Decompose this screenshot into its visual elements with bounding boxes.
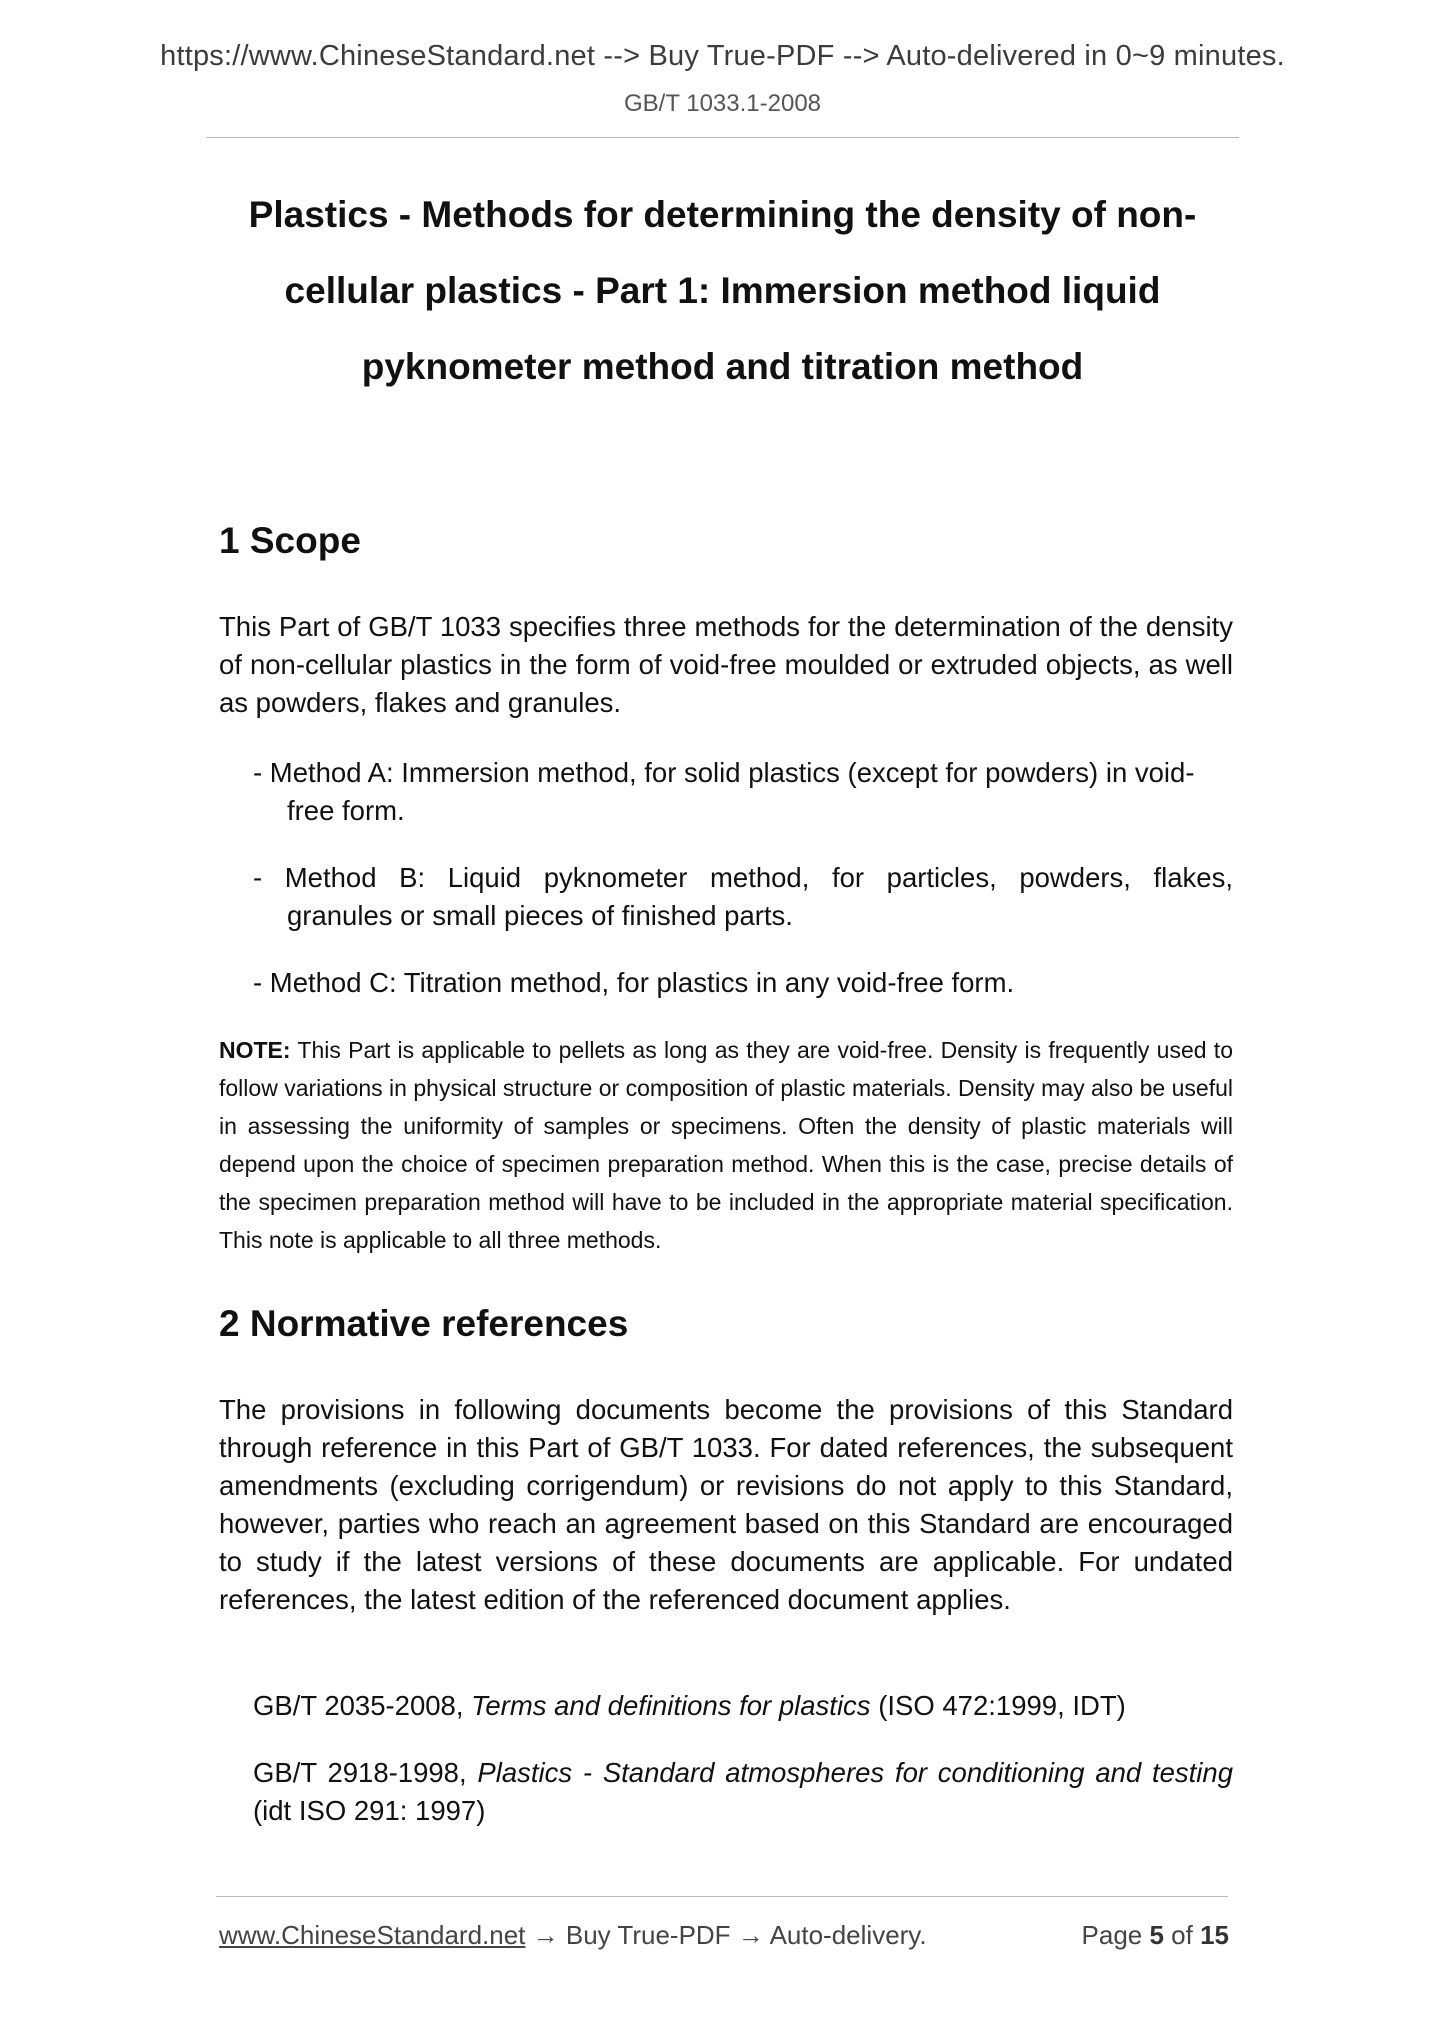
- title-line-3: pyknometer method and titration method: [361, 346, 1084, 387]
- ref2-title: Plastics - Standard atmospheres for conditioning and testing: [477, 1757, 1234, 1788]
- normative-intro: The provisions in following documents become the provisions of this Standard through reference in this Part of GB/T 1033. For dated references, the subsequent amendments (excluding corrigendum) or revisions do not apply to this Standard, however, parties who reach an agreement based on this Standard are encouraged to study if the latest versions of these documents are applicable. For undated references, the latest edition of the referenced document applies.: [219, 1394, 1233, 1615]
- section-2-heading: 2 Normative references: [219, 1303, 629, 1344]
- method-a-item: [253, 754, 1233, 830]
- method-b-line-1: - Method B: Liquid pyknometer method, for particles, powders, flakes,: [253, 862, 1233, 893]
- method-a-line-2: free form.: [287, 795, 405, 826]
- method-c-item: - Method C: Titration method, for plastics in any void-free form.: [253, 967, 1015, 998]
- reference-item-1: [253, 1687, 1233, 1725]
- ref1-suffix: (ISO 472:1999, IDT): [870, 1690, 1126, 1721]
- document-title: [200, 177, 1245, 405]
- footer-left: [219, 1920, 927, 1951]
- ref2-code: GB/T 2918-1998,: [253, 1757, 478, 1788]
- ref1-title: Terms and definitions for plastics: [471, 1690, 871, 1721]
- method-b-item: [253, 859, 1233, 935]
- page-current: 5: [1149, 1920, 1164, 1950]
- header-standard-id: GB/T 1033.1-2008: [623, 90, 822, 117]
- header-url-line: https://www.ChineseStandard.net --> Buy True-PDF --> Auto-delivered in 0~9 minutes.: [160, 40, 1285, 72]
- ref2-suffix: (idt ISO 291: 1997): [253, 1795, 486, 1826]
- page-word: Page: [1081, 1920, 1150, 1950]
- footer-divider: [216, 1896, 1228, 1897]
- method-b-line-2: granules or small pieces of finished parts.: [287, 900, 793, 931]
- page-total: 15: [1200, 1920, 1229, 1950]
- title-line-1: Plastics - Methods for determining the density of non-: [248, 194, 1197, 235]
- footer-site-link[interactable]: www.ChineseStandard.net: [219, 1920, 526, 1950]
- reference-item-2: [253, 1754, 1233, 1830]
- page-indicator: [1082, 1920, 1229, 1951]
- note-label: NOTE:: [219, 1037, 291, 1063]
- section-1-heading: 1 Scope: [219, 520, 361, 561]
- footer-tagline: → Buy True-PDF → Auto-delivery.: [525, 1920, 927, 1950]
- title-line-2: cellular plastics - Part 1: Immersion method liquid: [284, 270, 1161, 311]
- note-text: This Part is applicable to pellets as long as they are void-free. Density is frequently used to follow variations in physical structure or composition of plastic materials. Density may also be useful in assessing the uniformity of samples or specimens. Often the density of plastic materials will depend upon the choice of specimen preparation method. When this is the case, precise details of the specimen preparation method will have to be included in the appropriate material specification. This note is applicable to all three methods.: [219, 1037, 1233, 1253]
- ref1-code: GB/T 2035-2008,: [253, 1690, 472, 1721]
- header-divider: [206, 137, 1239, 138]
- scope-intro: This Part of GB/T 1033 specifies three methods for the determination of the density of non-cellular plastics in the form of void-free moulded or extruded objects, as well as powders, flakes and granules.: [219, 611, 1233, 718]
- method-a-line-1: - Method A: Immersion method, for solid plastics (except for powders) in void-: [253, 757, 1195, 788]
- scope-note: [219, 1031, 1233, 1259]
- page-footer: [219, 1920, 1229, 1954]
- page-of: of: [1163, 1920, 1201, 1950]
